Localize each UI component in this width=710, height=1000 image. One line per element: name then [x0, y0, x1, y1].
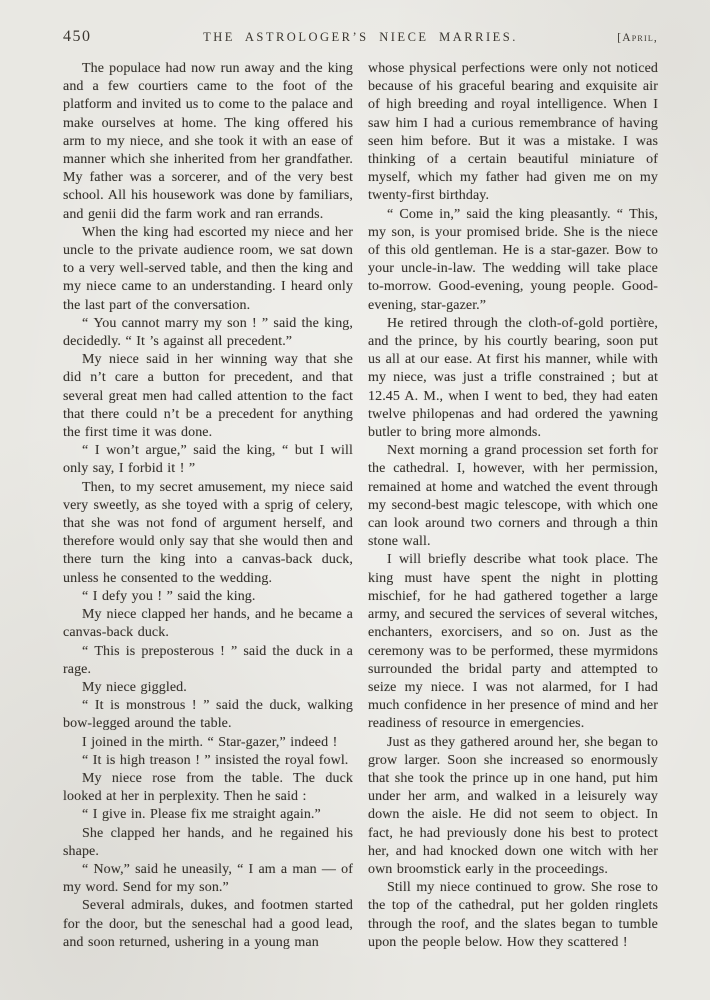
paragraph: “ You cannot marry my son ! ” said the king, decidedly. “ It ’s against all precedent.”: [63, 315, 353, 350]
paragraph: Still my niece continued to grow. She rose to the top of the cathedral, put her golden ringlets through the roof, and the slates began to tumble upon the people below. How they scattered !: [368, 880, 658, 950]
paragraph: Several admirals, dukes, and footmen started for the door, but the seneschal had a good lead, and soon returned, ushering in a young man: [63, 898, 353, 950]
paragraph: He retired through the cloth-of-gold portière, and the prince, by his courtly bearing, soon put us all at our ease. At first his manner, while with my niece, was just a trifle constrained ; but at 12.45 A. M., when I went to bed, they had eaten twelve philopenas and had ordered the yawning butler to bring more almonds.: [368, 315, 658, 441]
left-column: [63, 60, 353, 952]
paragraph: Just as they gathered around her, she began to grow larger. Soon she increased so enormously that she took the prince up in one hand, put him under her arm, and walked in a leisurely way down the aisle. He did not seem to object. In fact, he had previously done his best to protect her, and had knocked down one witch with her own broomstick early in the proceedings.: [368, 734, 658, 877]
paragraph: “ Come in,” said the king pleasantly. “ This, my son, is your promised bride. She is the niece of this old gentleman. He is a star-gazer. Bow to your uncle-in-law. The wedding will take place to-morrow. Good-evening, young people. Good-evening, star-gazer.”: [368, 206, 658, 313]
page-header: [63, 28, 658, 46]
paragraph: Then, to my secret amusement, my niece said very sweetly, as she toyed with a sprig of celery, that she was not fond of argument herself, and therefore would only say that she would then and there turn the king into a canvas-back duck, unless he consented to the wedding.: [63, 479, 353, 586]
right-column: [368, 60, 658, 952]
running-title: THE ASTROLOGER’S NIECE MARRIES.: [203, 30, 518, 44]
paragraph: “ It is high treason ! ” insisted the royal fowl.: [82, 752, 349, 768]
page-number: 450: [63, 28, 92, 45]
paragraph: “ I won’t argue,” said the king, “ but I will only say, I forbid it ! ”: [63, 443, 353, 477]
paragraph: “ I give in. Please fix me straight again.”: [82, 807, 321, 823]
paragraph: I joined in the mirth. “ Star-gazer,” indeed !: [82, 734, 338, 750]
paragraph: “ I defy you ! ” said the king.: [82, 588, 256, 604]
paragraph: The populace had now run away and the king and a few courtiers came to the foot of the platform and invited us to come to the palace and make ourselves at home. The king offered his arm to my niece, and she took it with an ease of manner which she inherited from her grandfather. My father was a sorcerer, and of the very best school. All his housework was done by familiars, and genii did the farm work and ran errands.: [63, 61, 353, 222]
paragraph: My niece said in her winning way that she did n’t care a button for precedent, and that several great men had called attention to the fact that there could n’t be a precedent for anything the first time it was done.: [63, 352, 353, 441]
paragraph: My niece clapped her hands, and he became a canvas-back duck.: [63, 607, 353, 641]
paragraph: My niece giggled.: [82, 679, 187, 695]
paragraph: “ Now,” said he uneasily, “ I am a man — of my word. Send for my son.”: [63, 861, 353, 896]
text-columns: [63, 60, 658, 952]
paragraph: She clapped her hands, and he regained his shape.: [63, 825, 353, 859]
issue-date-label: [April,: [617, 32, 658, 44]
paragraph: “ This is preposterous ! ” said the duck in a rage.: [63, 643, 353, 677]
paragraph: whose physical perfections were only not noticed because of his graceful bearing and exquisite air of high breeding and royal intelligence. When I saw him I had a curious remembrance of having seen him before. But it was a mistake. I was thinking of a certain beautiful miniature of myself, which my father had given me on my twenty-first birthday.: [368, 61, 658, 204]
paragraph: Next morning a grand procession set forth for the cathedral. I, however, with her permission, remained at home and watched the event through my second-best magic telescope, with which one can look around two corners and through a thin stone wall.: [368, 443, 658, 550]
paragraph: “ It is monstrous ! ” said the duck, walking bow-legged around the table.: [63, 698, 353, 732]
paragraph: I will briefly describe what took place. The king must have spent the night in plotting mischief, for he had gathered together a large army, and secured the services of several witches, enchanters, exorcisers, and so on. Just as the ceremony was to be performed, these myrmidons surrounded the bridal party and attempted to seize my niece. I was not alarmed, for I had much confidence in her presence of mind and her readiness of resource in emergencies.: [368, 552, 658, 732]
paragraph: When the king had escorted my niece and her uncle to the private audience room, we sat down to a very well-served table, and then the king and my niece came to an understanding. I heard only the last part of the conversation.: [63, 224, 353, 313]
paragraph: My niece rose from the table. The duck looked at her in perplexity. Then he said :: [63, 770, 353, 805]
